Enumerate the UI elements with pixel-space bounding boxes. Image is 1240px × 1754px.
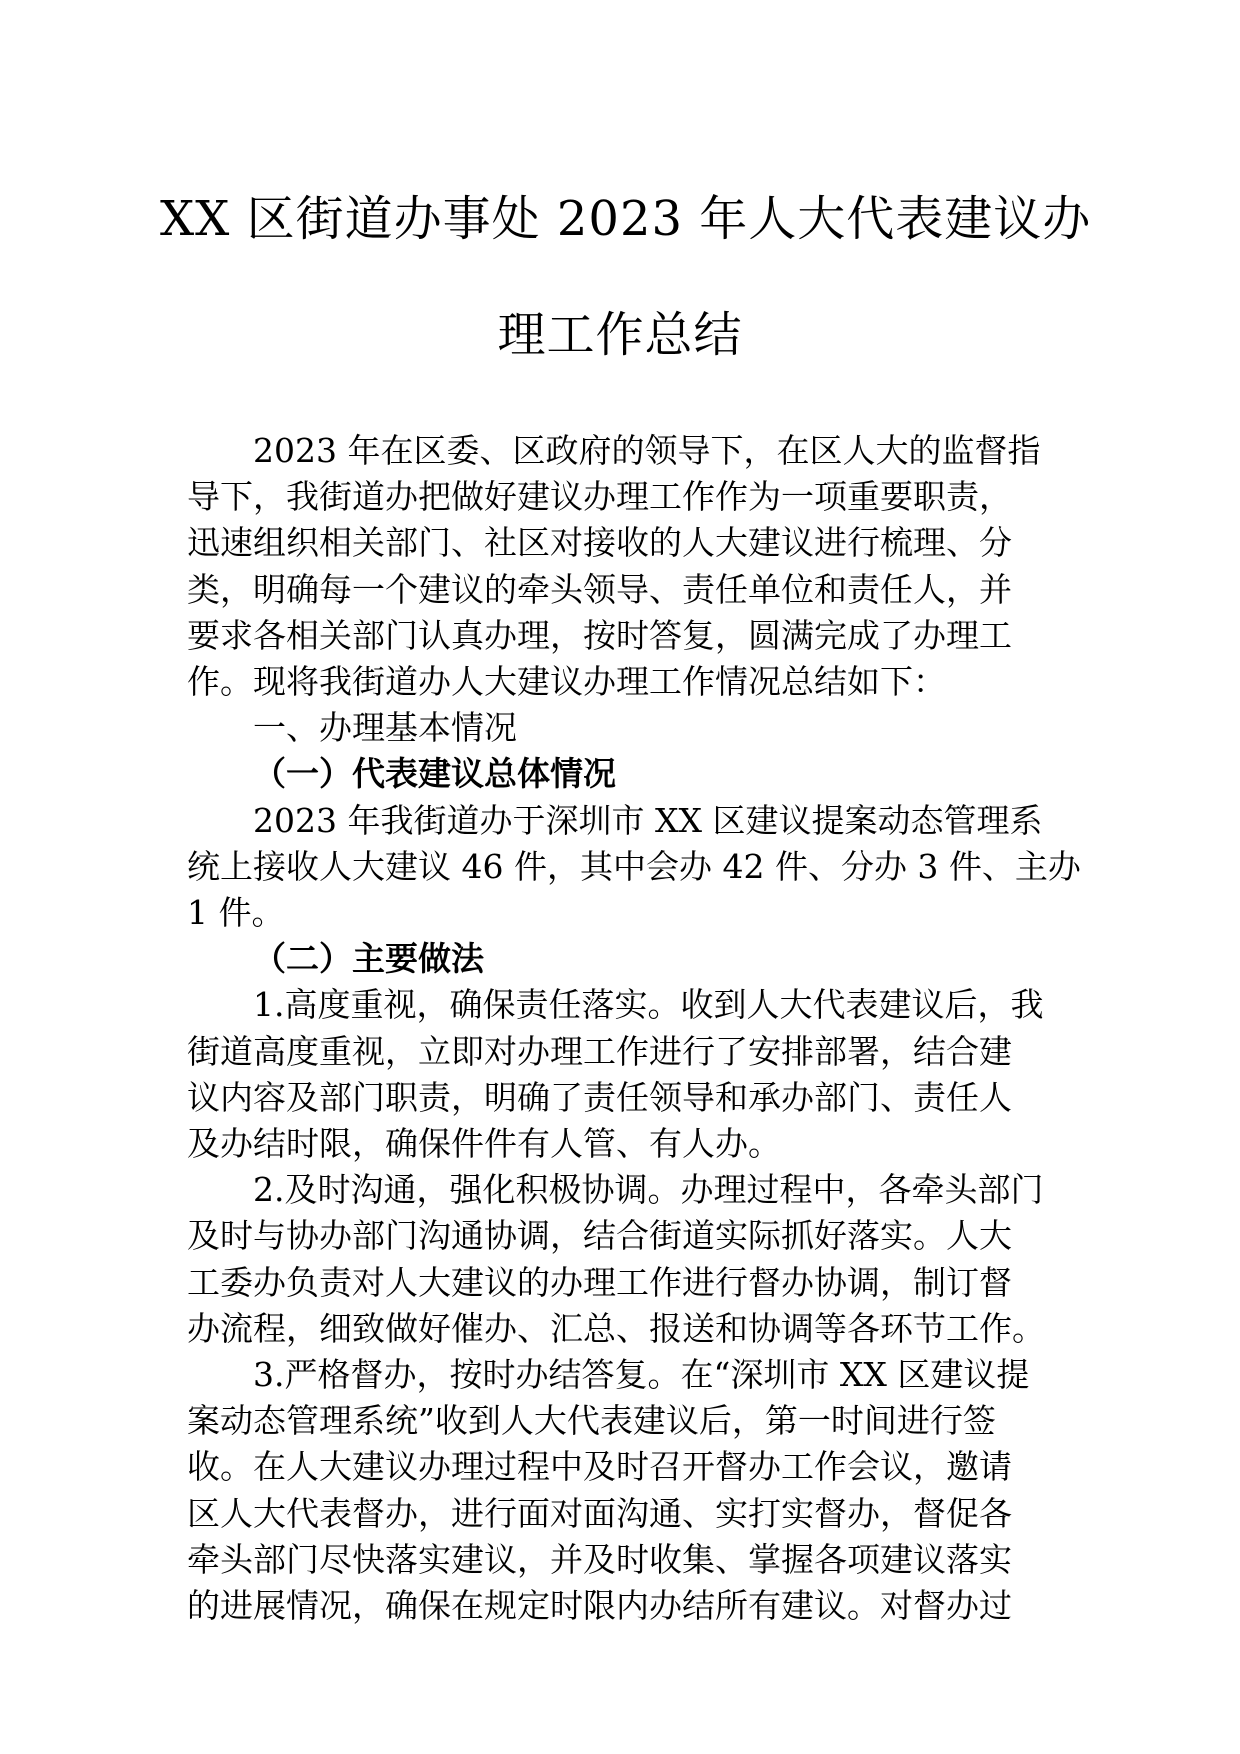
text-line: 的进展情况，确保在规定时限内办结所有建议。对督办过 [187,1586,1012,1626]
text-line: 及时与协办部门沟通协调，结合街道实际抓好落实。人大 [187,1216,1012,1256]
document-body [187,428,1081,1629]
text-line: 2023 年在区委、区政府的领导下，在区人大的监督指 [253,431,1041,470]
text-line: 议内容及部门职责，明确了责任领导和承办部门、责任人 [187,1077,1012,1117]
practice-item-1 [187,982,1055,1167]
text-line: 作。现将我街道办人大建议办理工作情况总结如下： [187,662,946,702]
text-line: 2.及时沟通，强化积极协调。办理过程中，各牵头部门 [253,1170,1044,1210]
text-line: 案动态管理系统”收到人大代表建议后，第一时间进行签 [187,1401,996,1441]
text-line: 1 件。 [187,893,285,933]
text-line: 导下，我街道办把做好建议办理工作作为一项重要职责， [187,477,1012,517]
intro-paragraph [187,428,1055,705]
text-line: 迅速组织相关部门、社区对接收的人大建议进行梳理、分 [187,523,1012,563]
subsection-heading-main-practices: （二）主要做法 [253,939,484,979]
practice-item-2 [187,1167,1055,1352]
practice-item-3 [187,1352,1055,1629]
text-line: 及办结时限，确保件件有人管、有人办。 [187,1124,781,1164]
text-line: 办流程，细致做好催办、汇总、报送和协调等各环节工作。 [187,1308,1045,1348]
text-line: 要求各相关部门认真办理，按时答复，圆满完成了办理工 [187,615,1012,655]
text-line: 统上接收人大建议 46 件，其中会办 42 件、分办 3 件、主办 [187,846,1081,886]
text-line: 街道高度重视，立即对办理工作进行了安排部署，结合建 [187,1031,1012,1071]
text-line: 工委办负责对人大建议的办理工作进行督办协调，制订督 [187,1262,1012,1302]
text-line: 类，明确每一个建议的牵头领导、责任单位和责任人，并 [187,569,1012,609]
subsection-heading-overall: （一）代表建议总体情况 [253,754,616,794]
text-line: 2023 年我街道办于深圳市 XX 区建议提案动态管理系 [253,800,1043,840]
overall-paragraph [187,798,1081,937]
text-line: 3.严格督办，按时办结答复。在“深圳市 XX 区建议提 [253,1355,1030,1395]
text-line: 1.高度重视，确保责任落实。收到人大代表建议后，我 [253,985,1044,1025]
document-title-line-1: XX 区街道办事处 2023 年人大代表建议办 [160,191,1092,247]
section-heading-basic-situation: 一、办理基本情况 [253,708,517,748]
text-line: 收。在人大建议办理过程中及时召开督办工作会议，邀请 [187,1447,1012,1487]
text-line: 区人大代表督办，进行面对面沟通、实打实督办，督促各 [187,1493,1012,1533]
document-title-line-2: 理工作总结 [497,307,743,363]
text-line: 牵头部门尽快落实建议，并及时收集、掌握各项建议落实 [187,1539,1012,1579]
